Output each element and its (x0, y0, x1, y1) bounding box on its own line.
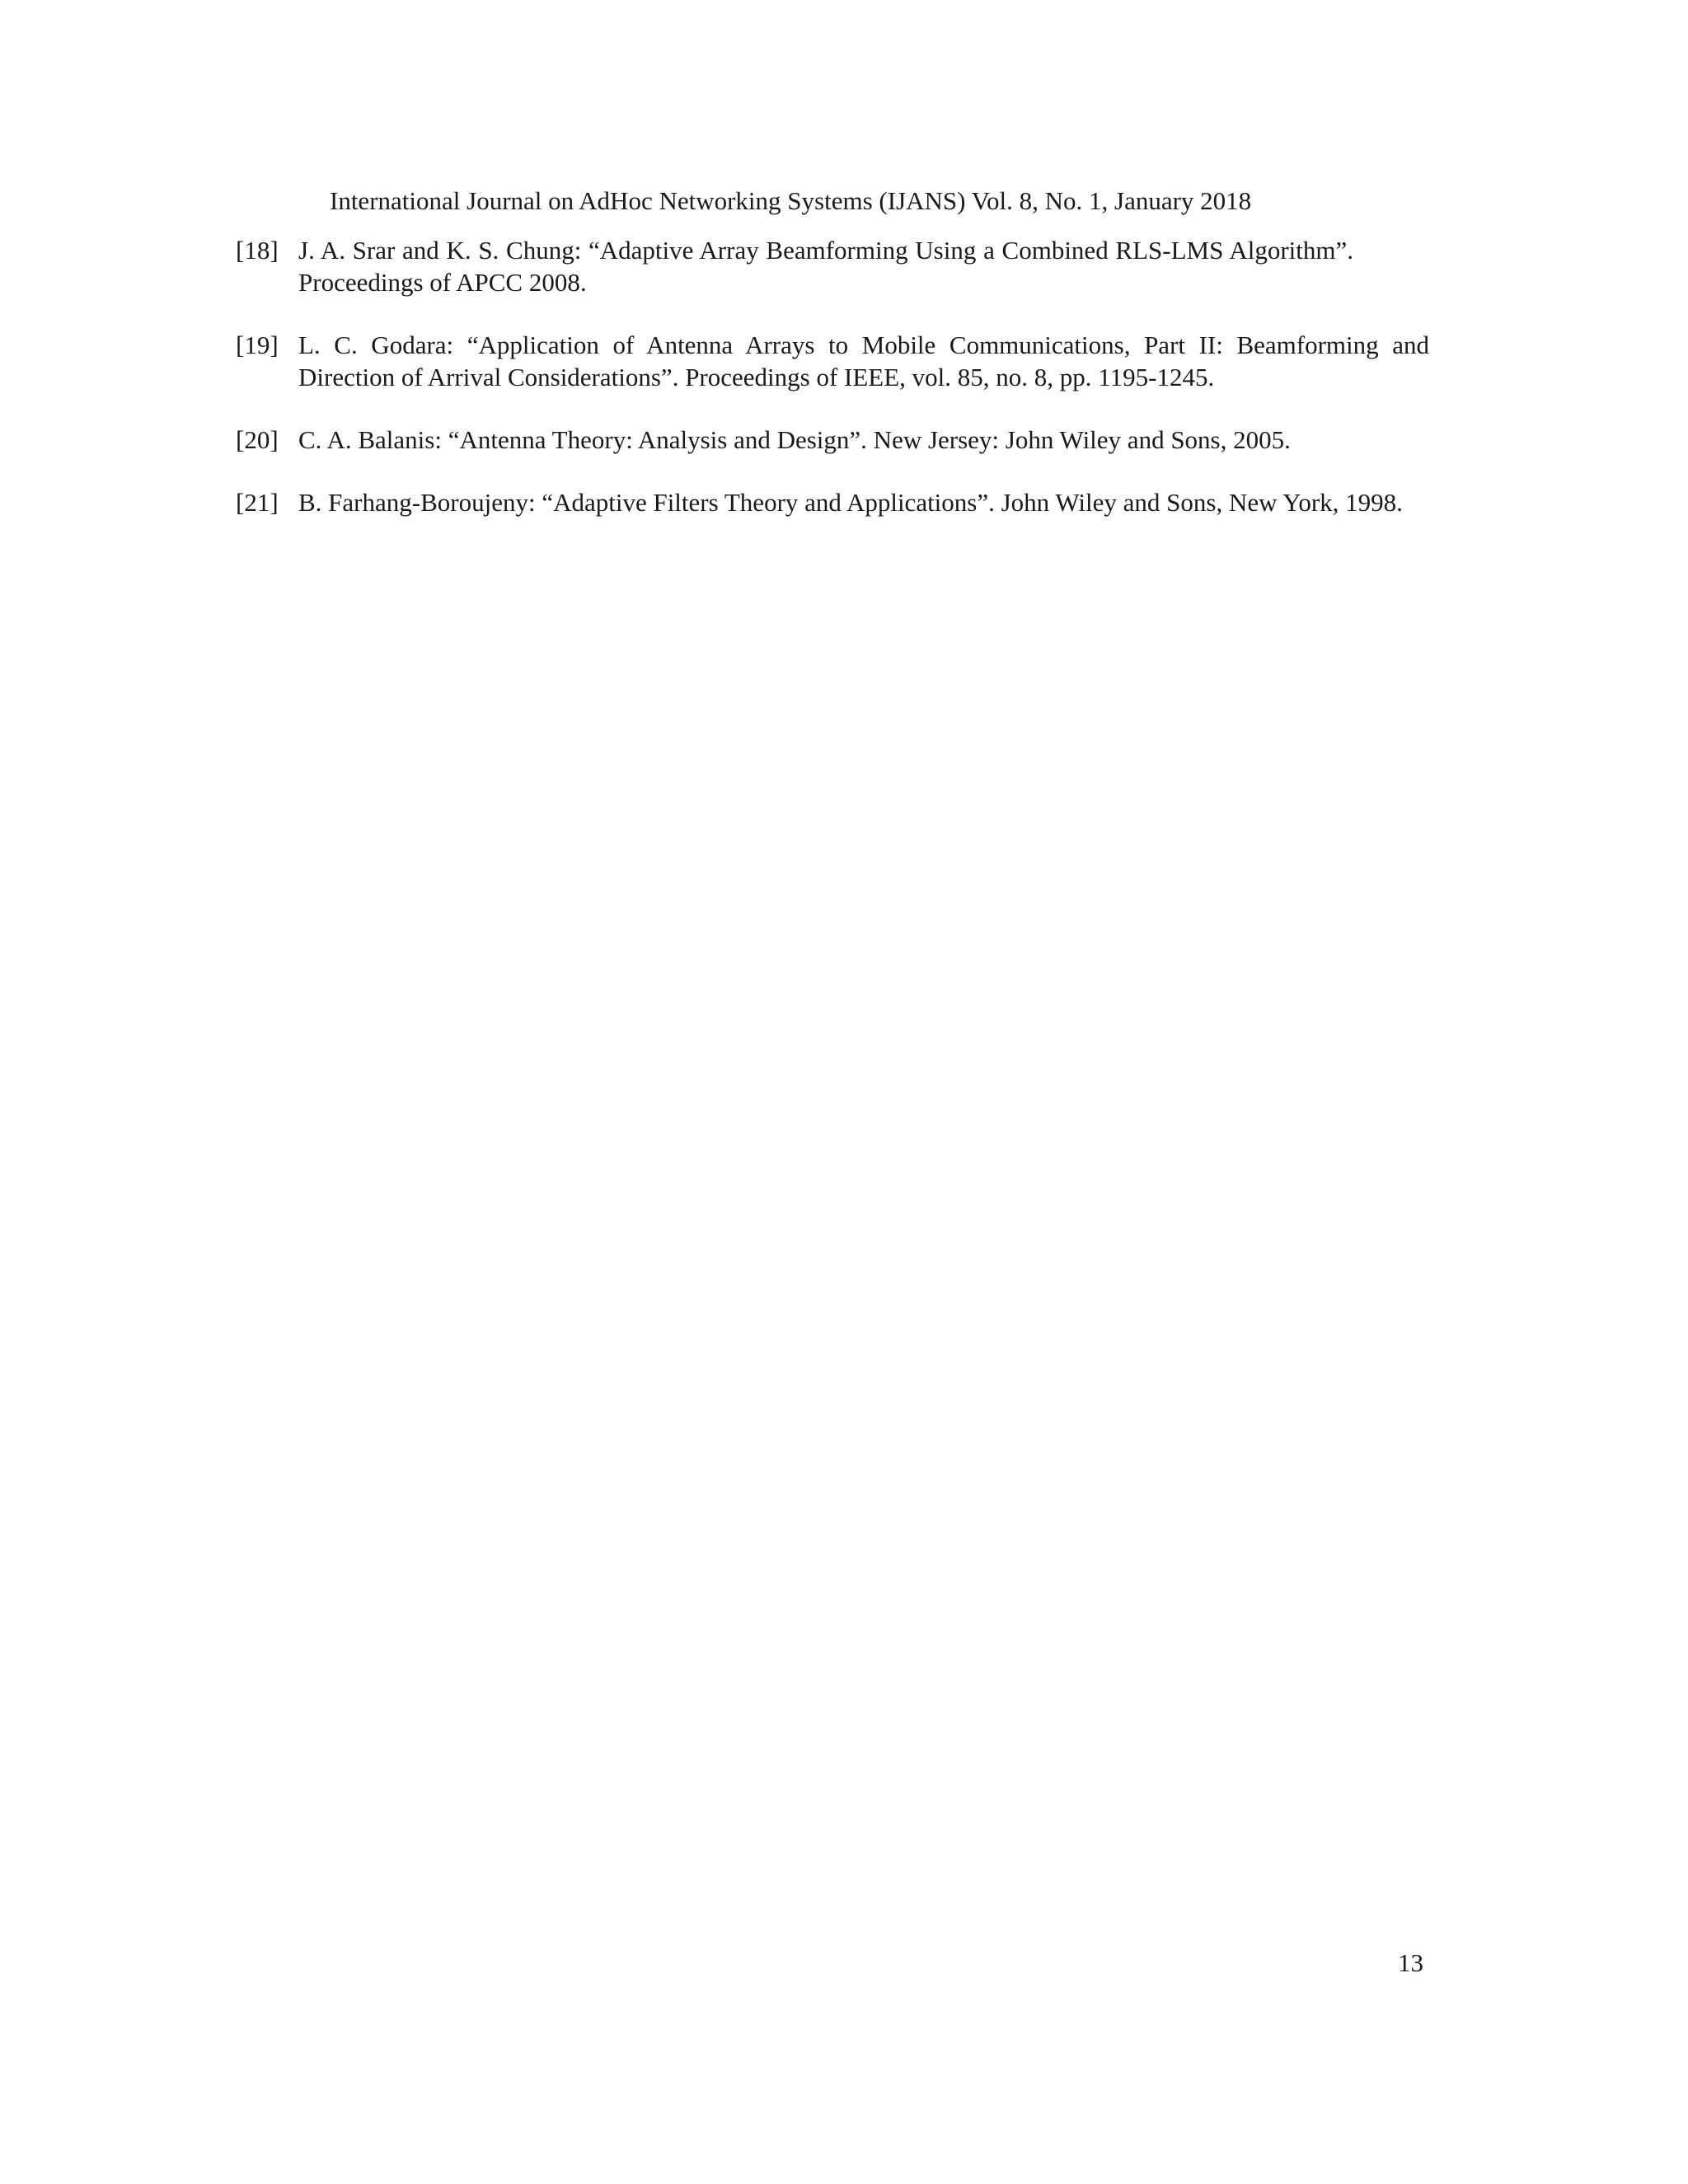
reference-list (236, 234, 1429, 549)
reference-item (236, 486, 1429, 518)
reference-text: L. C. Godara: “Application of Antenna Arrays to Mobile Communications, Part II: Beamforming and Direction of Arrival Considerations”. Proceedings of IEEE, vol. 85, no. 8, pp. 1195-1245. (298, 330, 1429, 391)
running-header: International Journal on AdHoc Networking Systems (IJANS) Vol. 8, No. 1, January 2018 (330, 186, 1252, 215)
reference-item (236, 329, 1429, 393)
reference-number: [18] (236, 236, 279, 265)
reference-number: [19] (236, 330, 279, 359)
reference-text: B. Farhang-Boroujeny: “Adaptive Filters Theory and Applications”. John Wiley and Sons, New York, 1998. (298, 488, 1403, 517)
reference-item (236, 424, 1429, 456)
reference-text: C. A. Balanis: “Antenna Theory: Analysis and Design”. New Jersey: John Wiley and Sons, 2005. (298, 425, 1291, 454)
reference-text: J. A. Srar and K. S. Chung: “Adaptive Array Beamforming Using a Combined RLS-LMS Algorithm”. Proceedings of APCC 2008. (298, 236, 1353, 297)
reference-item (236, 234, 1353, 298)
page-number: 13 (1398, 1948, 1423, 1977)
reference-number: [20] (236, 425, 279, 454)
reference-number: [21] (236, 488, 279, 517)
